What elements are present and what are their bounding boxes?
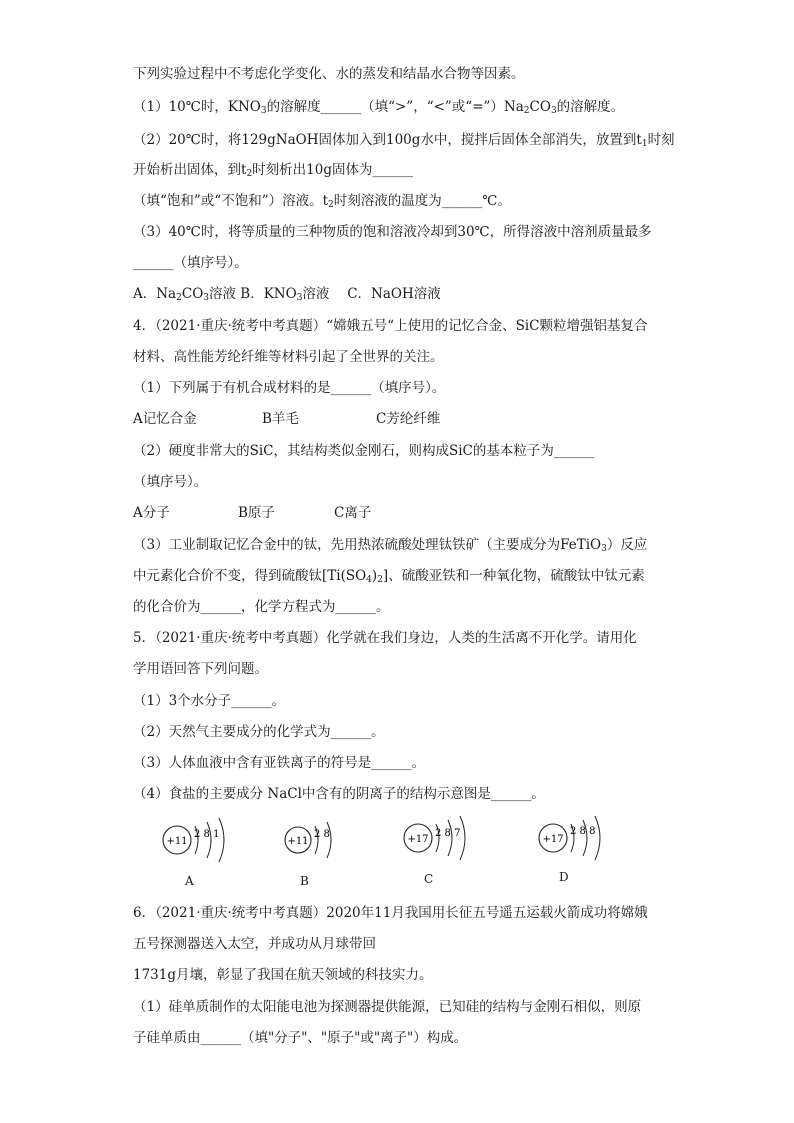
text-segment: 五号探测器送入太空，并成功从月球带回	[133, 936, 376, 952]
text-segment: C芳纶纤维	[376, 411, 441, 427]
diagram-label: C	[424, 872, 434, 886]
q4-part2-line1	[133, 441, 594, 461]
q5-stem-line2	[133, 659, 268, 679]
q4-option-b	[262, 409, 299, 429]
diagram-label: B	[300, 874, 309, 888]
q3-part3-line2	[133, 253, 248, 273]
q4-part1	[133, 378, 445, 398]
text-segment: 5．（2021·重庆·统考中考真题）化学就在我们身边，人类的生活离不开化学。请用化	[133, 630, 637, 646]
text-segment: ]、硫酸亚铁和一种氧化物，硫酸钛中钛元素	[382, 568, 645, 584]
subscript-text: 2	[246, 169, 253, 179]
text-segment: A．Na	[133, 286, 177, 302]
q5-part2	[133, 722, 385, 742]
q4-option-c	[376, 409, 440, 429]
text-segment: CO	[181, 286, 204, 302]
q4-stem-line2	[133, 347, 444, 367]
subscript-text: 3	[296, 293, 303, 303]
q4-part2-option-c	[334, 503, 371, 523]
subscript-text: 3	[260, 106, 267, 116]
q3-part1	[133, 97, 624, 117]
text-segment: （1）10℃时，KNO	[133, 99, 261, 115]
text-segment: 时刻析出10g固体为______	[252, 162, 413, 178]
text-segment: （1）硅单质制作的太阳能电池为探测器提供能源，已知硅的结构与金刚石相似，则原	[133, 999, 642, 1015]
text-segment: 的溶解度。	[556, 99, 625, 115]
q3-part2-line1	[133, 130, 675, 150]
text-segment: （3）工业制取记忆合金中的钛，先用热浓硫酸处理钛铁矿（主要成分为FeTiO	[133, 537, 602, 553]
text-segment: 的溶解度______（填“>”，“<”或“=”）Na	[266, 99, 524, 115]
subscript-text: 2	[176, 293, 182, 303]
intro-text	[133, 64, 525, 84]
subscript-text: 3	[203, 293, 209, 303]
q4-part2-option-a	[133, 503, 170, 523]
q6-stem-line3	[133, 965, 433, 985]
subscript-text: 3	[601, 544, 607, 554]
text-segment: 溶液 C．NaOH溶液	[302, 286, 441, 302]
subscript-text: 3	[550, 106, 557, 116]
nucleus-label: +17	[407, 834, 429, 845]
text-segment: 时刻	[647, 132, 675, 148]
text-segment: 的化合价为______，化学方程式为______。	[133, 599, 390, 615]
text-segment: （1）3个水分子______。	[133, 693, 286, 709]
nucleus-label: +17	[542, 834, 564, 845]
q5-part3	[133, 753, 425, 773]
text-segment: （3）人体血液中含有亚铁离子的符号是______。	[133, 755, 426, 771]
diagram-label: A	[185, 874, 194, 888]
atom-diagram-a	[155, 812, 265, 892]
text-segment: （填序号）。	[133, 474, 208, 490]
q4-option-a	[133, 409, 197, 429]
shell-electrons: 2 8	[314, 829, 330, 840]
q6-stem-line1	[133, 903, 648, 923]
text-segment: B羊毛	[262, 411, 299, 427]
q6-part1-line1	[133, 997, 641, 1017]
text-segment: （2）20℃时，将129gNaOH固体加入到100g水中，搅拌后固体全部消失，放置到t	[133, 132, 642, 148]
q3-part2-line3	[133, 191, 511, 211]
q5-stem-line1	[133, 628, 637, 648]
atom-diagram-d	[535, 812, 645, 892]
shell-electrons: 2 8 8	[570, 826, 596, 837]
q4-stem-line1	[133, 316, 647, 336]
text-segment: ）反应	[606, 537, 648, 553]
shell-electrons: 2 8 7	[435, 828, 461, 839]
text-segment: 1731g月壤，彰显了我国在航天领域的科技实力。	[133, 967, 433, 983]
nucleus-label: +11	[287, 836, 309, 847]
q3-options	[133, 284, 441, 304]
subscript-text: 4	[366, 575, 372, 585]
q3-part3-line1	[133, 222, 652, 242]
q3-part2-line2	[133, 160, 413, 180]
text-segment: 中元素化合价不变，得到硫酸钛[Ti(SO	[133, 568, 367, 584]
q6-stem-line2	[133, 934, 376, 954]
text-segment: 4．（2021·重庆·统考中考真题）“嫦娥五号“上使用的记忆合金、SiC颗粒增强铝基复合	[133, 318, 648, 334]
subscript-text: 2	[523, 106, 530, 116]
subscript-text: 2	[328, 200, 334, 210]
q5-part4	[133, 784, 545, 804]
subscript-text: 2	[377, 575, 383, 585]
text-segment: 6．（2021·重庆·统考中考真题）2020年11月我国用长征五号遥五运载火箭成功将嫦娥	[133, 905, 648, 921]
q4-part3-line3	[133, 597, 390, 617]
text-segment: （填“饱和”或“不饱和”）溶液。t	[133, 193, 329, 209]
text-segment: B原子	[238, 505, 275, 521]
text-segment: 开始析出固体，到t	[133, 162, 247, 178]
diagram-label: D	[559, 870, 569, 884]
q4-part3-line1	[133, 535, 647, 555]
text-segment: （2）天然气主要成分的化学式为______。	[133, 724, 385, 740]
text-segment: A分子	[133, 505, 170, 521]
text-segment: 溶液 B．KNO	[209, 286, 297, 302]
text-segment: 学用语回答下列问题。	[133, 661, 268, 677]
text-segment: （4）食盐的主要成分 NaCl中含有的阴离子的结构示意图是______。	[133, 786, 545, 802]
nucleus-label: +11	[166, 836, 188, 847]
text-segment: ______（填序号）。	[133, 255, 248, 271]
text-segment: CO	[529, 99, 551, 115]
text-segment: 时刻溶液的温度为______℃。	[333, 193, 511, 209]
atom-diagram-b	[280, 812, 390, 892]
text-segment: 子硅单质由______（填"分子"、"原子"或"离子"）构成。	[133, 1030, 468, 1046]
text-segment: C离子	[334, 505, 372, 521]
q6-part1-line2	[133, 1028, 467, 1048]
q5-part1	[133, 691, 285, 711]
subscript-text: 1	[641, 139, 648, 149]
q4-part2-option-b	[238, 503, 275, 523]
text-segment: （2）硬度非常大的SiC，其结构类似金刚石，则构成SiC的基本粒子为______	[133, 443, 595, 459]
shell-electrons: 2 8 1	[194, 829, 220, 840]
text-segment: （3）40℃时，将等质量的三种物质的饱和溶液冷却到30℃，所得溶液中溶剂质量最多	[133, 224, 652, 240]
q4-part2-line2	[133, 472, 207, 492]
text-segment: 材料、高性能芳纶纤维等材料引起了全世界的关注。	[133, 349, 444, 365]
q4-part3-line2	[133, 566, 645, 586]
text-segment: A记忆合金	[133, 411, 197, 427]
text-segment: 下列实验过程中不考虑化学变化、水的蒸发和结晶水合物等因素。	[133, 66, 525, 82]
text-segment: （1）下列属于有机合成材料的是______（填序号）。	[133, 380, 446, 396]
atom-diagram-c	[398, 812, 508, 892]
text-segment: )	[371, 568, 378, 584]
